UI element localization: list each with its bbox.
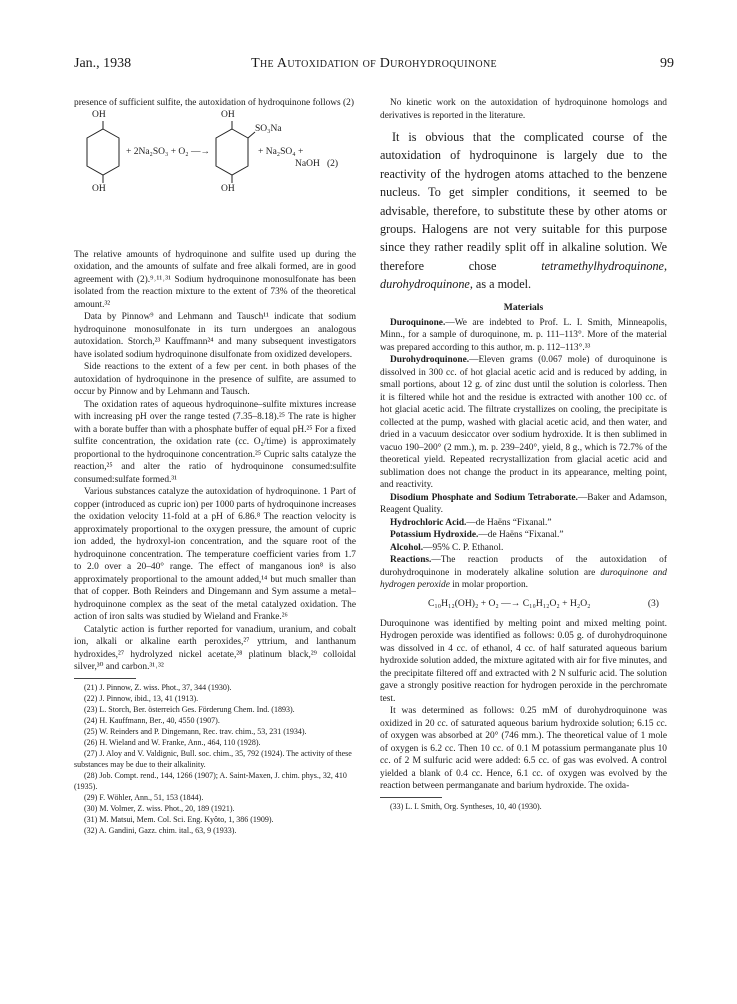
footnote: (30) M. Volmer, Z. wiss. Phot., 20, 189 (1921). [84,803,235,813]
text: —Eleven grams (0.067 mole) of duroquinone is dissolved in 300 cc. of hot glacial acetic acid and is reduced by adding, in small portions, about 12 g. of zinc dust until the solution is colorless. Then it is filtered while hot and the residue is extracted with another 100 cc. of hot glacial acetic acid. The filtrate crystallizes on cooling, the precipitate is collected at the pump, washed with glacial acetic acid, and then water, and dried in a vacuum desiccator over sodium hydroxide. It is then sublimed in vacuo 190–200° (2 mm.), m. p. 239–240°, yield, 8 g., which is 72.7% of the theoretical yield. Repeated recrystallization from glacial acetic acid and sublimation does not change the product in its appearance, melting point, and reactivity. [380,355,667,491]
hydroquinone-ring [87,129,119,175]
oh-label: OH [221,109,235,120]
paragraph: Various substances catalyze the autoxidation of hydroquinone. 1 Part of copper (introduced as cupric ion) per 1000 parts of hydroquinone increases the oxidation velocity 11-fold at a pH of 6.86.⁸ The reaction velocity is approximately proportional to the oxygen pressure, the amount of cupric ion added, the hydroxyl-ion concentration, and the square root of the hydroquinone concentration. The temperature coefficient varies from 1.7 to 2.0 over a 20–40° range. The effect of manganous ion⁸ is also approximately proportional to the amount added,¹⁴ but much smaller than that of copper. Both Reinders and Dingemann and Sym assume a metal–hydroquinone complex as the seat of the metal catalyzed oxidation. The action of iron salts was studied by Wieland and Franke.²⁶ [74,487,356,622]
text: —95% C. P. Ethanol. [423,542,504,553]
text: —The reaction products of the autoxidation of durohydroquinone in moderately alkaline solution are [380,555,667,578]
text: in molar proportion. [449,580,528,591]
oh-label: OH [92,109,106,120]
text: —We are indebted to Prof. L. I. Smith, Minneapolis, Minn., for a sample of duroquinone, m. p. 111–113°. More of the material was prepared according to this author, m. p. 112–113°.³³ [380,317,667,353]
footnote: (33) L. I. Smith, Org. Syntheses, 10, 40 (1930). [390,801,542,811]
text: —Baker and Adamson, Reagent Quality. [380,492,667,516]
text: —de Haëns “Fixanal.” [466,517,552,528]
paragraph: Side reactions to the extent of a few per cent. in both phases of the autoxidation of hydroquinone in the presence of sulfite, are assumed to occur by Pinnow and by Lehmann and Tausch. [74,362,356,397]
reaction-scheme-2 [74,110,356,249]
text: —de Haëns “Fixanal.” [478,530,564,541]
equation-text: C₁₀H₁₂(OH)₂ + O₂ —→ C₁₀H₁₂O₂ + H₂O₂ [428,597,591,609]
benzene-rings [74,110,356,249]
equation-number: (2) [327,158,339,169]
paragraph [380,529,667,542]
footnote: (31) M. Matsui, Mem. Col. Sci. Eng. Kyôto, 1, 386 (1909). [84,814,274,824]
oh-label: OH [221,183,235,194]
footnote: (27) J. Aloy and V. Valdignic, Bull. soc. chim., 35, 792 (1924). The activity of these substances may be due to their alkalinity. [74,748,352,769]
sulfonate-ring [216,129,248,175]
text: as a model. [472,277,532,292]
running-title: The Autoxidation of Durohydroquinone [251,56,497,71]
run-in-heading: Potassium Hydroxide. [390,530,479,541]
intro-paragraph: presence of sufficient sulfite, the autoxidation of hydroquinone follows (2) [74,98,354,108]
run-in-heading: Hydrochloric Acid. [390,517,467,528]
run-in-heading: Duroquinone. [390,317,446,328]
italic-text: duroquinone and hydrogen peroxide [380,567,667,591]
footnote: (25) W. Reinders and P. Dingemann, Rec. trav. chim., 53, 231 (1934). [84,726,307,736]
run-in-heading: Reactions. [390,555,432,566]
paragraph: The oxidation rates of aqueous hydroquinone–sulfite mixtures increase with increasing pH over the range tested (7.35–8.18).²⁵ The rate is higher with a borate buffer than with a phosphate buffer of equal pH.²⁵ For a fixed sulfite concentration, the oxidation rate (cc. O₂/time) is approximately proportional to the hydroquinone concentration.²⁵ Cupric salts catalyze the reaction,²⁵ and alter the ratio of hydroquinone consumed:sulfite consumed:sulfate formed.³¹ [74,399,356,485]
footnote-rule [380,797,442,798]
products-text: + Na₂SO₄ + [258,146,304,157]
run-in-heading: Disodium Phosphate and Sodium Tetraborate. [390,492,578,503]
paragraph [380,517,667,530]
reactants-text: + 2Na₂SO₃ + O₂ —→ [126,146,210,157]
naoh-text: NaOH [295,158,320,169]
paragraph: It was determined as follows: 0.25 mM of durohydroquinone was oxidized in 20 cc. of saturated aqueous barium hydroxide solution; 6.15 cc. of oxygen was absorbed at 20° (746 mm.). The theoretical value of 1 mole of oxygen is 6.2 cc. Then 10 cc. of 0.1 M potassium permanganate plus 10 cc. of 2 M sulfuric acid were added: 6.5 cc. of gas was evolved. A control yielded a blank of 0.4 cc. Hence, 6.1 cc. of oxygen was evolved by the reaction between permanganate and barium hydroxide. The oxida- [380,706,667,792]
footnote: (22) J. Pinnow, ibid., 13, 41 (1913). [84,693,199,703]
paragraph: The relative amounts of hydroquinone and sulfite used up during the oxidation, and the amounts of sulfate and free alkali formed, are in good agreement with (2).⁹˒¹¹˒³¹ Sodium hydroquinone monosulfonate has been isolated from the reaction mixture to the extent of 73% of the theoretical amount.³² [74,249,356,310]
footnote: (21) J. Pinnow, Z. wiss. Phot., 37, 344 (1930). [84,682,232,692]
run-in-heading: Durohydroquinone. [390,355,470,366]
text: It is obvious that the complicated course of the autoxidation of hydroquinone is largely due to the reactivity of the hydrogen atoms attached to the benzene nucleus. To get simpler conditions, it seemed to be advisable, therefore, to substitute these by other atoms or groups. Halogens are not very suitable for this purpose since they rather readily split off in alkaline solution. We therefore chose [380,130,667,273]
section-heading: Materials [503,301,544,313]
paragraph: Duroquinone was identified by melting point and mixed melting point. Hydrogen peroxide was identified as follows: 0.05 g. of durohydroquinone was dissolved in 4 cc. of ethanol, 4 cc. of half saturated aqueous barium hydroxide solution added, the mixture agitated with air for five minutes, and the precipitate filtered off and extracted with 2 N sulfuric acid. The solution gave a strongly positive reaction for hydrogen peroxide in the perchromate test. [380,618,667,704]
large-paragraph [380,128,667,294]
run-in-heading: Alcohol. [390,542,424,553]
footnote: (26) H. Wieland and W. Franke, Ann., 464, 110 (1928). [84,737,261,747]
footnote: (23) L. Storch, Ber. österreich Ges. Förderung Chem. Ind. (1893). [84,704,295,714]
running-header [74,56,674,76]
equation-3 [380,598,667,612]
paragraph: Data by Pinnow⁹ and Lehmann and Tausch¹¹ indicate that sodium hydroquinone monosulfonate in its turn undergoes an analogous autoxidation. Storch,²³ Kauffmann²⁴ and many subsequent investigators have isolated sodium hydroquinone disulfonate from oxidized developers. [74,312,356,360]
equation-number: (3) [647,597,659,609]
oh-label: OH [92,183,106,194]
italic-text: tetramethylhydroquinone, durohydroquinone, [380,258,667,292]
paragraph [380,354,667,492]
footnotes [74,682,356,836]
issue-date: Jan., 1938 [74,56,132,71]
footnote-rule [74,678,136,679]
footnote: (32) A. Gandini, Gazz. chim. ital., 63, 9 (1933). [84,825,237,835]
right-column [380,97,667,812]
footnotes [380,801,667,812]
page-number: 99 [660,56,674,71]
paragraph [380,317,667,355]
paragraph [380,492,667,517]
paragraph: No kinetic work on the autoxidation of hydroquinone homologs and derivatives is reported in the literature. [380,98,667,121]
footnote: (28) Job. Compt. rend., 144, 1266 (1907); A. Saint-Maxen, J. chim. phys., 32, 410 (1935). [74,770,347,791]
paragraph [380,554,667,592]
left-column [74,97,356,836]
footnote: (24) H. Kauffmann, Ber., 40, 4550 (1907). [84,715,220,725]
so3na-label: SO₃Na [255,123,282,134]
paragraph [380,542,667,555]
paragraph: Catalytic action is further reported for vanadium, uranium, and cobalt ion, alkali or alkaline earth peroxides,²⁷ yttrium, and lanthanum hydroxides,²⁷ hydrolyzed nickel acetate,²⁸ platinum black,²⁹ colloidal silver,³⁰ and carbon.³¹˒³² [74,624,356,672]
footnote: (29) F. Wöhler, Ann., 51, 153 (1844). [84,792,204,802]
